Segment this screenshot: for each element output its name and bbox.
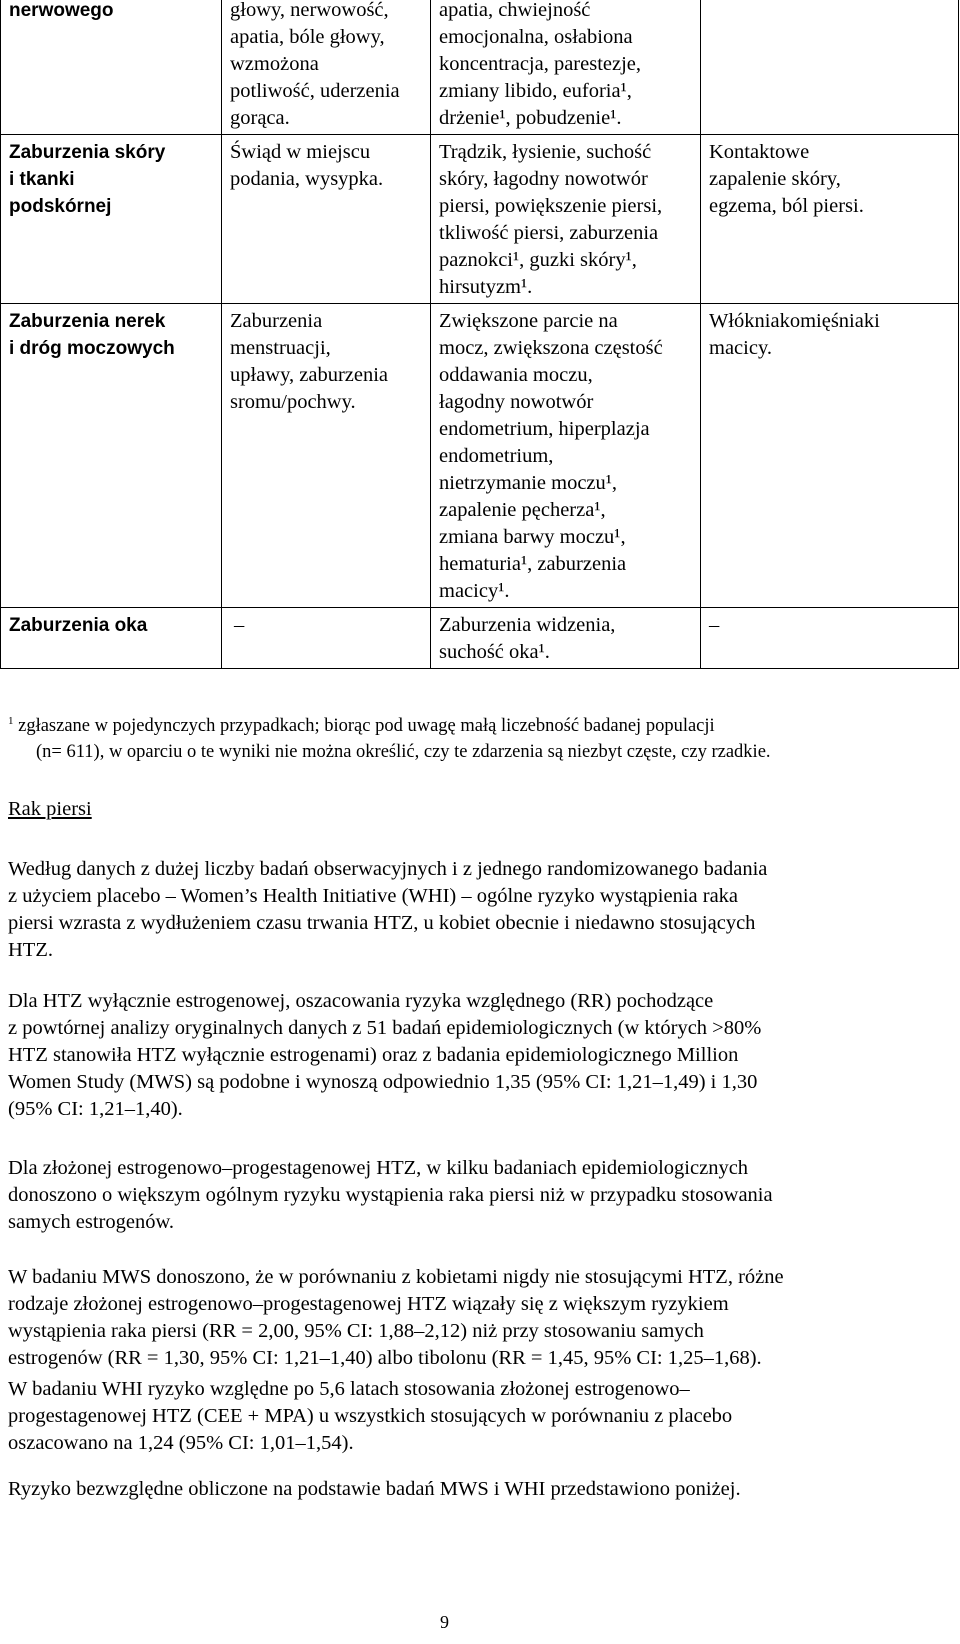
- cell-line: potliwość, uderzenia: [230, 80, 400, 102]
- cell-line: podania, wysypka.: [230, 168, 384, 190]
- organ-class-cell: [1, 0, 222, 135]
- uncommon-effects-cell: [431, 304, 701, 608]
- paragraph-line: samych estrogenów.: [8, 1211, 175, 1233]
- paragraph-line: Dla złożonej estrogenowo–progestagenowej HTZ, w kilku badaniach epidemiologicznych: [8, 1157, 749, 1179]
- cell-line: –: [709, 614, 720, 636]
- frequent-effects-cell: [222, 135, 431, 304]
- table-row: [1, 0, 959, 135]
- organ-class-cell: [1, 304, 222, 608]
- cell-line: Zwiększone parcie na: [439, 310, 618, 332]
- table-row: [1, 304, 959, 608]
- paragraph-line: estrogenów (RR = 1,30, 95% CI: 1,21–1,40) albo tibolonu (RR = 1,45, 95% CI: 1,25–1,68).: [8, 1347, 762, 1369]
- paragraph-line: progestagenowej HTZ (CEE + MPA) u wszystkich stosujących w porównaniu z placebo: [8, 1405, 733, 1427]
- cell-line: Zaburzenia widzenia,: [439, 614, 616, 636]
- rare-effects-cell: [701, 135, 959, 304]
- cell-line: łagodny nowotwór: [439, 391, 594, 413]
- footnote-line-2: (n= 611), w oparciu o te wyniki nie można określić, czy te zdarzenia są niezbyt częste, czy rzadkie.: [36, 742, 771, 763]
- paragraph: [8, 1376, 953, 1457]
- paragraph-line: oszacowano na 1,24 (95% CI: 1,01–1,54).: [8, 1432, 354, 1454]
- footnote-marker: 1: [8, 715, 14, 727]
- paragraph: [8, 1155, 953, 1236]
- cell-line: i tkanki: [9, 169, 75, 190]
- cell-line: zapalenie pęcherza¹,: [439, 499, 606, 521]
- page-number: 9: [440, 1612, 449, 1632]
- frequent-effects-cell: [222, 0, 431, 135]
- cell-line: piersi, powiększenie piersi,: [439, 195, 663, 217]
- rare-effects-cell: [701, 304, 959, 608]
- cell-line: Zaburzenia: [230, 310, 323, 332]
- paragraph-line: (95% CI: 1,21–1,40).: [8, 1098, 183, 1120]
- cell-line: Kontaktowe: [709, 141, 810, 163]
- cell-line: hirsutyzm¹.: [439, 276, 533, 298]
- uncommon-effects-cell: [431, 608, 701, 669]
- cell-line: zapalenie skóry,: [709, 168, 841, 190]
- cell-line: zmiana barwy moczu¹,: [439, 526, 626, 548]
- cell-line: upławy, zaburzenia: [230, 364, 389, 386]
- section-heading: Rak piersi: [8, 798, 92, 820]
- cell-line: zmiany libido, euforia¹,: [439, 80, 632, 102]
- cell-line: Trądzik, łysienie, suchość: [439, 141, 652, 163]
- paragraph-line: HTZ stanowiła HTZ wyłącznie estrogenami) oraz z badania epidemiologicznego Million: [8, 1044, 739, 1066]
- cell-line: macicy.: [709, 337, 772, 359]
- organ-class-cell: [1, 135, 222, 304]
- paragraph-line: Według danych z dużej liczby badań obserwacyjnych i z jednego randomizowanego badania: [8, 858, 768, 880]
- cell-line: głowy, nerwowość,: [230, 0, 389, 21]
- cell-line: Włókniakomięśniaki: [709, 310, 880, 332]
- cell-line: oddawania moczu,: [439, 364, 593, 386]
- frequent-effects-cell: [222, 608, 431, 669]
- cell-line: Zaburzenia nerek: [9, 311, 166, 332]
- paragraph-line: donoszono o większym ogólnym ryzyku wystąpienia raka piersi niż w przypadku stosowania: [8, 1184, 773, 1206]
- cell-line: hematuria¹, zaburzenia: [439, 553, 627, 575]
- paragraph-line: rodzaje złożonej estrogenowo–progestagenowej HTZ wiązały się z większym ryzykiem: [8, 1293, 729, 1315]
- footnote-line-1: zgłaszane w pojedynczych przypadkach; biorąc pod uwagę małą liczebność badanej populacji: [18, 716, 715, 737]
- footnote: [8, 708, 771, 765]
- paragraph-line: W badaniu MWS donoszono, że w porównaniu z kobietami nigdy nie stosującymi HTZ, różne: [8, 1266, 784, 1288]
- cell-line: drżenie¹, pobudzenie¹.: [439, 107, 622, 129]
- cell-line: podskórnej: [9, 196, 112, 217]
- cell-line: gorąca.: [230, 107, 290, 129]
- frequent-effects-cell: [222, 304, 431, 608]
- cell-line: apatia, chwiejność: [439, 0, 591, 21]
- cell-line: Zaburzenia oka: [9, 615, 148, 636]
- paragraph: [8, 856, 953, 964]
- cell-line: tkliwość piersi, zaburzenia: [439, 222, 659, 244]
- cell-line: skóry, łagodny nowotwór: [439, 168, 648, 190]
- paragraph-line: Ryzyko bezwzględne obliczone na podstawie badań MWS i WHI przedstawiono poniżej.: [8, 1478, 741, 1500]
- cell-line: endometrium,: [439, 445, 554, 467]
- cell-line: apatia, bóle głowy,: [230, 26, 385, 48]
- adverse-effects-table: [0, 0, 959, 669]
- cell-line: Zaburzenia skóry: [9, 142, 166, 163]
- paragraph: [8, 1264, 953, 1372]
- cell-line: emocjonalna, osłabiona: [439, 26, 633, 48]
- cell-line: Świąd w miejscu: [230, 141, 371, 163]
- uncommon-effects-cell: [431, 0, 701, 135]
- cell-line: wzmożona: [230, 53, 319, 75]
- table-row: [1, 135, 959, 304]
- cell-line: suchość oka¹.: [439, 641, 550, 663]
- organ-class-cell: [1, 608, 222, 669]
- cell-line: sromu/pochwy.: [230, 391, 356, 413]
- cell-line: egzema, ból piersi.: [709, 195, 864, 217]
- rare-effects-cell: [701, 0, 959, 135]
- cell-line: endometrium, hiperplazja: [439, 418, 650, 440]
- paragraph-line: wystąpienia raka piersi (RR = 2,00, 95% CI: 1,88–2,12) niż przy stosowaniu samych: [8, 1320, 704, 1342]
- paragraph: [8, 988, 953, 1123]
- cell-line: i dróg moczowych: [9, 338, 175, 359]
- paragraph-line: z użyciem placebo – Women’s Health Initiative (WHI) – ogólne ryzyko wystąpienia raka: [8, 885, 739, 907]
- paragraph-line: z powtórnej analizy oryginalnych danych z 51 badań epidemiologicznych (w których >80%: [8, 1017, 762, 1039]
- uncommon-effects-cell: [431, 135, 701, 304]
- paragraph-line: Dla HTZ wyłącznie estrogenowej, oszacowania ryzyka względnego (RR) pochodzące: [8, 990, 714, 1012]
- cell-line: koncentracja, parestezje,: [439, 53, 642, 75]
- cell-line: nerwowego: [9, 0, 114, 21]
- cell-line: –: [234, 614, 245, 636]
- cell-line: nietrzymanie moczu¹,: [439, 472, 618, 494]
- paragraph: [8, 1476, 953, 1503]
- table-row: [1, 608, 959, 669]
- cell-line: menstruacji,: [230, 337, 331, 359]
- cell-line: macicy¹.: [439, 580, 510, 602]
- rare-effects-cell: [701, 608, 959, 669]
- paragraph-line: Women Study (MWS) są podobne i wynoszą odpowiednio 1,35 (95% CI: 1,21–1,49) i 1,30: [8, 1071, 758, 1093]
- paragraph-line: piersi wzrasta z wydłużeniem czasu trwania HTZ, u kobiet obecnie i niedawno stosujących: [8, 912, 756, 934]
- cell-line: paznokci¹, guzki skóry¹,: [439, 249, 637, 271]
- paragraph-line: HTZ.: [8, 939, 53, 961]
- paragraph-line: W badaniu WHI ryzyko względne po 5,6 latach stosowania złożonej estrogenowo–: [8, 1378, 690, 1400]
- cell-line: mocz, zwiększona częstość: [439, 337, 663, 359]
